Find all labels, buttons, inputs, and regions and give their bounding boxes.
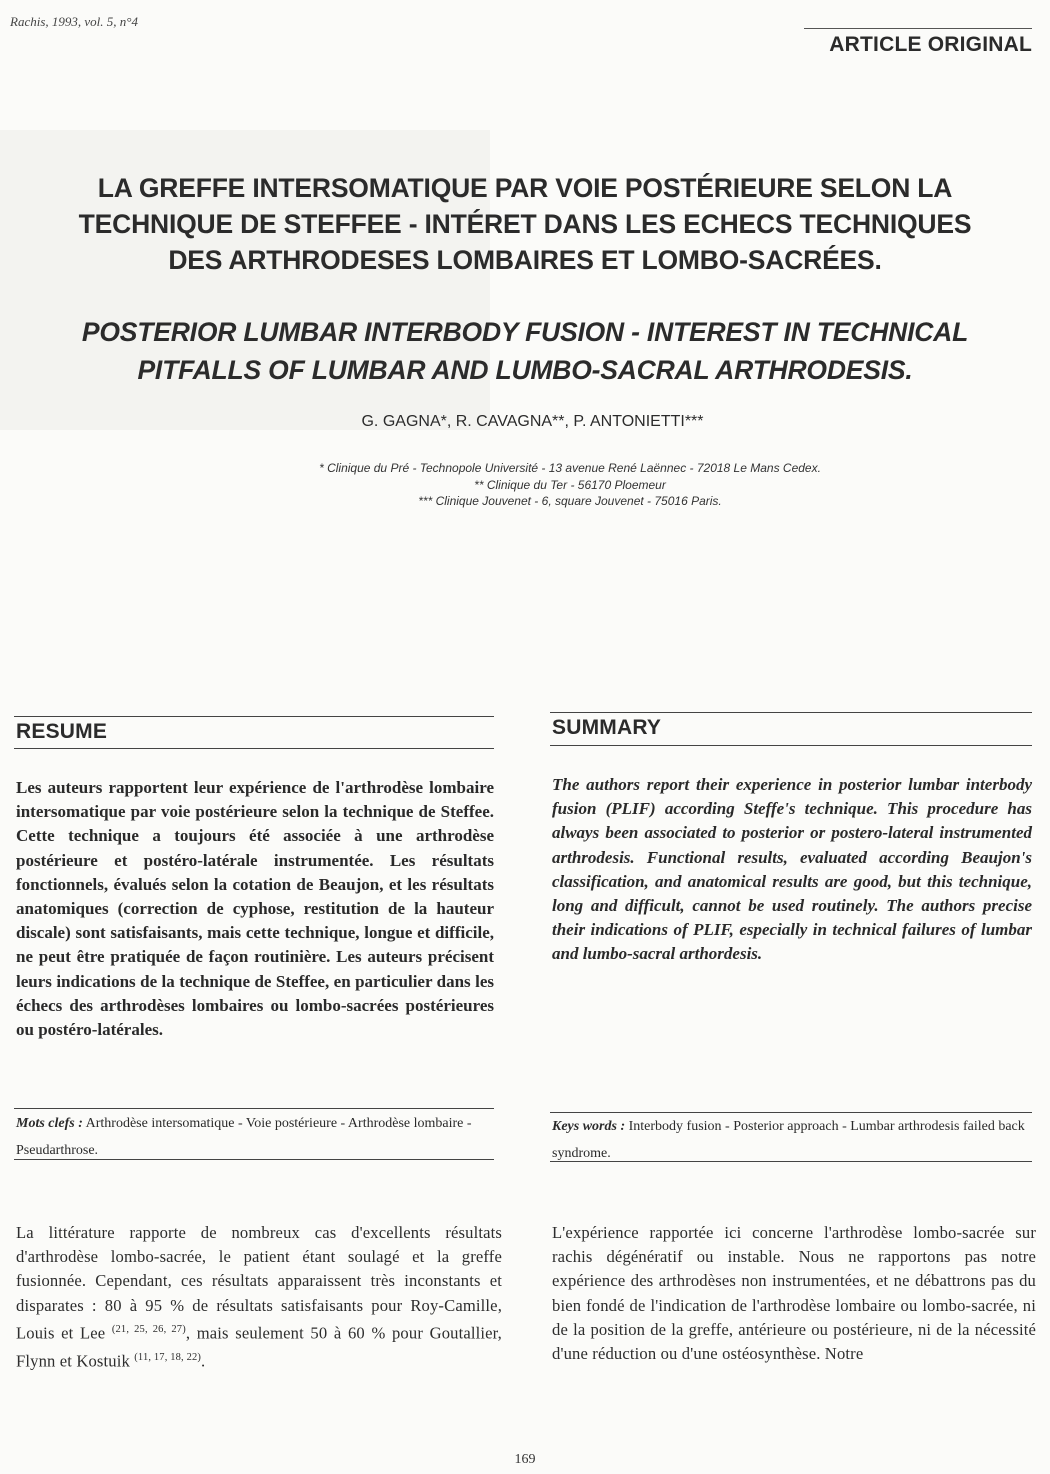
- keywords-fr-label: Mots clefs :: [16, 1116, 83, 1131]
- citation-ref: (21, 25, 26, 27): [111, 1323, 186, 1335]
- section-label: ARTICLE ORIGINAL: [804, 28, 1032, 57]
- body-left-text: .: [201, 1351, 206, 1371]
- body-left-column: [16, 1221, 502, 1373]
- resume-text: Les auteurs rapportent leur expérience de l'arthrodèse lombaire intersomatique par voie postérieure selon la technique de Steffee. Cette technique a toujours été associée à une arthrodèse postérieure et postéro-latérale instrumentée. Les résultats fonctionnels, évalués selon la cotation de Beaujon, et les résultats anatomiques (correction de cyphose, restitution de la hauteur discale) sont satisfaisants, mais cette technique, longue et difficile, ne peut être pratiquée de façon routinière. Les auteurs précisent leurs indications de la technique de Steffee, en particulier dans les échecs des arthrodèses lombaires ou lombo-sacrées postérieures ou postéro-latérales.: [16, 778, 494, 1040]
- divider: [550, 712, 1032, 713]
- title-english-line: POSTERIOR LUMBAR INTERBODY FUSION - INTEREST IN TECHNICAL: [81, 317, 969, 347]
- title-english: [0, 313, 1050, 389]
- divider: [14, 716, 494, 717]
- title-english-line: PITFALLS OF LUMBAR AND LUMBO-SACRAL ARTHRODESIS.: [137, 355, 913, 385]
- keywords-fr: [16, 1110, 494, 1164]
- authors: G. GAGNA*, R. CAVAGNA**, P. ANTONIETTI***: [361, 413, 704, 430]
- affiliation: ** Clinique du Ter - 56170 Ploemeur: [474, 477, 666, 492]
- journal-reference: Rachis, 1993, vol. 5, n°4: [10, 14, 138, 29]
- body-right-text: L'expérience rapportée ici concerne l'arthrodèse lombo-sacrée sur rachis dégénératif ou instable. Nous ne rapportons pas notre expérience des arthrodèses non instrumentées, et ne débattrons pas du bien fondé de l'indication de l'arthrodèse lombaire ou lombo-sacrée, ni de la position de la greffe, antérieure ou postérieure, ni de la nécessité d'une réduction ou d'une ostéosynthèse. Notre: [552, 1223, 1036, 1364]
- keywords-en-text: Interbody fusion - Posterior approach - Lumbar arthrodesis failed back syndrome.: [552, 1119, 1025, 1161]
- keywords-fr-text: Arthrodèse intersomatique - Voie postérieure - Arthrodèse lombaire - Pseudarthrose.: [16, 1116, 472, 1158]
- divider: [14, 748, 494, 749]
- divider: [14, 1159, 494, 1160]
- body-left-text: La littérature rapporte de nombreux cas d'excellents résultats d'arthrodèse lombo-sacrée, le patient étant soulagé et la greffe fusionnée. Cependant, ces résultats apparaissent très inconstants et disparates : 80 à 95 % de résultats satisfaisants pour Roy-Camille, Louis et Lee: [16, 1223, 502, 1343]
- affiliation: *** Clinique Jouvenet - 6, square Jouvenet - 75016 Paris.: [418, 494, 722, 508]
- divider: [550, 1161, 1032, 1162]
- body-left-text: , mais seulement 50 à 60 % pour Goutallier, Flynn et Kostuik: [16, 1323, 502, 1371]
- keywords-en-label: Keys words :: [552, 1119, 626, 1134]
- affiliations: [0, 460, 1050, 510]
- citation-ref: (11, 17, 18, 22): [134, 1351, 202, 1363]
- body-right-column: [552, 1221, 1036, 1366]
- keywords-en: [552, 1113, 1032, 1167]
- summary-text: The authors report their experience in posterior lumbar interbody fusion (PLIF) according Steffe's technique. This procedure has always been associated to posterior or postero-lateral instrumented arthrodesis. Functional results, evaluated according Beaujon's classification, and anatomical results are good, but this technique, long and difficult, cannot be used routinely. The authors precise their indications of PLIF, especially in technical failures of lumbar and lumbo-sacral arthordesis.: [552, 775, 1032, 964]
- summary-heading: SUMMARY: [552, 716, 662, 739]
- resume-heading: RESUME: [16, 720, 108, 743]
- page-number: 169: [514, 1452, 536, 1467]
- divider: [550, 745, 1032, 746]
- title-french: [0, 170, 1050, 278]
- title-french-line: TECHNIQUE DE STEFFEE - INTÉRET DANS LES ECHECS TECHNIQUES: [78, 209, 972, 239]
- divider: [14, 1108, 494, 1109]
- title-french-line: LA GREFFE INTERSOMATIQUE PAR VOIE POSTÉRIEURE SELON LA: [97, 173, 953, 203]
- title-french-line: DES ARTHRODESES LOMBAIRES ET LOMBO-SACRÉES.: [168, 245, 882, 275]
- affiliation: * Clinique du Pré - Technopole Université - 13 avenue René Laënnec - 72018 Le Mans Cedex.: [319, 461, 821, 475]
